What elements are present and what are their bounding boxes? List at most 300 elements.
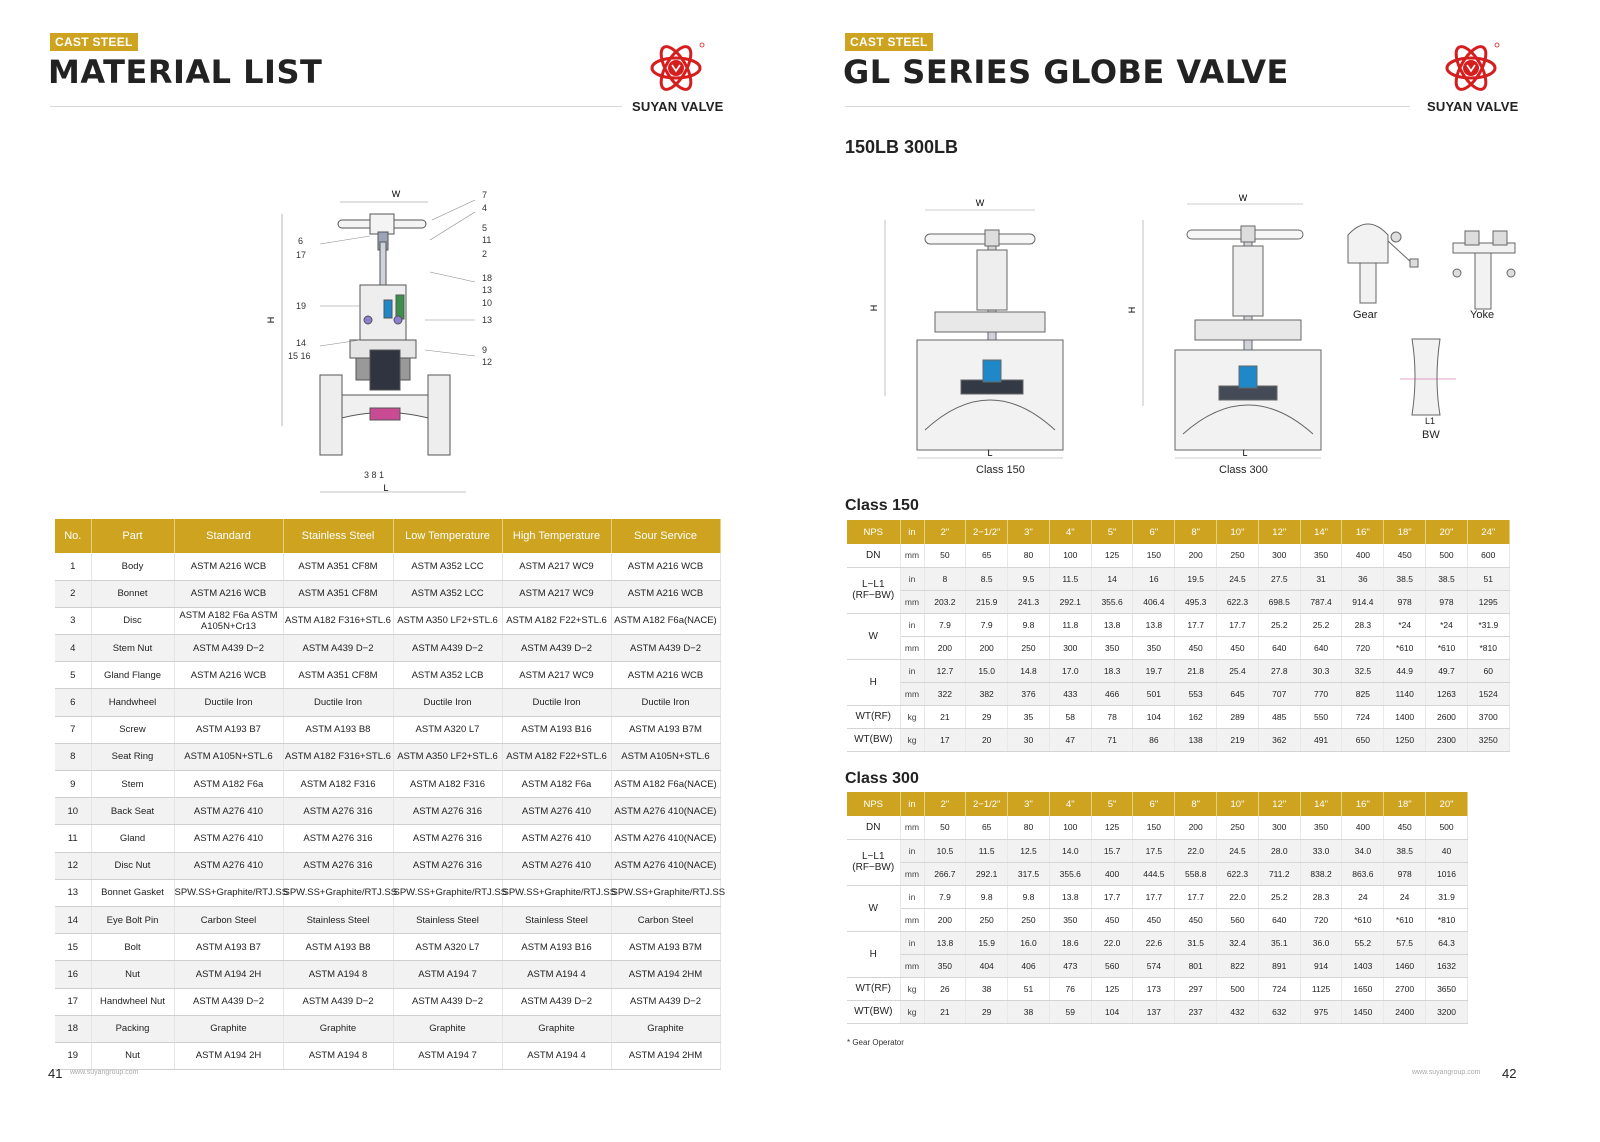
column-header: 4"	[1049, 792, 1091, 816]
column-header: 18"	[1384, 792, 1426, 816]
unit-cell: kg	[900, 728, 924, 751]
unit-cell: mm	[900, 862, 924, 885]
column-header: 6"	[1133, 520, 1175, 544]
table-cell: 78	[1091, 705, 1133, 728]
table-cell: 698.5	[1258, 590, 1300, 613]
table-cell: Ductile Iron	[611, 689, 720, 716]
table-cell: 17	[55, 988, 91, 1015]
table-cell: 8	[55, 743, 91, 770]
table-cell: 7.9	[966, 613, 1008, 636]
table-cell: 36.0	[1300, 931, 1342, 954]
table-cell: 622.3	[1217, 590, 1259, 613]
table-cell: Bonnet Gasket	[91, 879, 174, 906]
table-row	[55, 607, 720, 634]
butt-weld-end-detail	[1400, 335, 1460, 425]
table-cell: 600	[1467, 544, 1509, 567]
table-cell: 1263	[1426, 682, 1468, 705]
callout: 13	[482, 285, 493, 295]
table-cell: 137	[1133, 1000, 1175, 1023]
table-cell: 19	[55, 1042, 91, 1069]
table-row	[847, 977, 1468, 1000]
table-cell: 80	[1008, 544, 1050, 567]
table-cell: Carbon Steel	[174, 906, 283, 933]
table-cell: Ductile Iron	[393, 689, 502, 716]
column-header: in	[900, 792, 924, 816]
table-cell: 450	[1175, 636, 1217, 659]
table-cell: 24	[1384, 885, 1426, 908]
table-cell: 400	[1342, 816, 1384, 839]
table-cell: 19.5	[1175, 567, 1217, 590]
handwheel-shape	[925, 234, 1035, 244]
table-cell: ASTM A216 WCB	[611, 662, 720, 689]
table-cell: ASTM A351 CF8M	[283, 553, 393, 580]
table-cell: 17.5	[1133, 839, 1175, 862]
material-table-header	[55, 519, 720, 553]
table-cell: 15.9	[966, 931, 1008, 954]
table-cell: 125	[1091, 977, 1133, 1000]
unit-cell: in	[900, 839, 924, 862]
table-cell: 11.5	[1049, 567, 1091, 590]
table-cell: 24	[1342, 885, 1384, 908]
table-row	[847, 636, 1509, 659]
table-cell: 60	[1467, 659, 1509, 682]
table-cell: 707	[1258, 682, 1300, 705]
table-cell: ASTM A194 7	[393, 961, 502, 988]
table-cell: SPW.SS+Graphite/RTJ.SS	[611, 879, 720, 906]
table-cell: 27.8	[1258, 659, 1300, 682]
table-cell: 640	[1300, 636, 1342, 659]
table-cell: Disc	[91, 607, 174, 634]
table-cell: 3	[55, 607, 91, 634]
table-cell: 24.5	[1217, 839, 1259, 862]
table-cell: ASTM A320 L7	[393, 934, 502, 961]
table-cell: ASTM A105N+STL.6	[611, 743, 720, 770]
table-cell: 500	[1426, 544, 1468, 567]
table-row	[847, 816, 1468, 839]
table-cell: 38	[966, 977, 1008, 1000]
table-cell: Handwheel	[91, 689, 174, 716]
table-cell: ASTM A352 LCC	[393, 580, 502, 607]
table-cell: ASTM A193 B7	[174, 716, 283, 743]
table-row	[55, 743, 720, 770]
table-cell: 49.7	[1426, 659, 1468, 682]
table-cell: ASTM A182 F316+STL.6	[283, 607, 393, 634]
table-cell: 138	[1175, 728, 1217, 751]
table-cell: ASTM A217 WC9	[502, 553, 611, 580]
table-cell: 10.5	[924, 839, 966, 862]
table-cell: 978	[1426, 590, 1468, 613]
table-cell: ASTM A350 LF2+STL.6	[393, 607, 502, 634]
table-cell: 31.5	[1175, 931, 1217, 954]
table-cell: ASTM A182 F316	[283, 771, 393, 798]
callout: 9	[482, 345, 488, 355]
table-cell: 25.2	[1258, 613, 1300, 636]
table-cell: 200	[924, 636, 966, 659]
table-cell: 432	[1217, 1000, 1259, 1023]
table-cell: 485	[1258, 705, 1300, 728]
table-cell: *24	[1384, 613, 1426, 636]
table-cell: 6	[55, 689, 91, 716]
table-cell: 32.5	[1342, 659, 1384, 682]
column-header: 8"	[1175, 792, 1217, 816]
table-cell: 241.3	[1008, 590, 1050, 613]
table-cell: 86	[1133, 728, 1175, 751]
callout: 14	[296, 338, 307, 348]
table-cell: Packing	[91, 1015, 174, 1042]
table-row	[55, 1015, 720, 1042]
table-cell: ASTM A439 D−2	[502, 635, 611, 662]
table-cell: ASTM A182 F6a(NACE)	[611, 771, 720, 798]
l-dimension-label: L	[383, 483, 389, 493]
table-cell: 350	[1300, 816, 1342, 839]
unit-cell: mm	[900, 544, 924, 567]
table-cell: 978	[1384, 590, 1426, 613]
class150-header-row	[847, 520, 1509, 544]
table-cell: 50	[924, 544, 966, 567]
column-header: 3"	[1008, 520, 1050, 544]
table-cell: 36	[1342, 567, 1384, 590]
table-cell: 382	[966, 682, 1008, 705]
table-cell: 17.7	[1091, 885, 1133, 908]
callout: 4	[482, 203, 488, 213]
table-row	[55, 934, 720, 961]
table-cell: 33.0	[1300, 839, 1342, 862]
table-cell: 400	[1342, 544, 1384, 567]
table-cell: 250	[1008, 636, 1050, 659]
table-cell: 32.4	[1217, 931, 1259, 954]
table-cell: Back Seat	[91, 798, 174, 825]
h-dimension-label: H	[869, 304, 879, 312]
table-cell: 4	[55, 635, 91, 662]
table-cell: ASTM A194 7	[393, 1042, 502, 1069]
table-row	[847, 885, 1468, 908]
table-cell: ASTM A352 LCC	[393, 553, 502, 580]
table-cell: 14	[1091, 567, 1133, 590]
unit-cell: kg	[900, 977, 924, 1000]
table-cell: 1450	[1342, 1000, 1384, 1023]
callout: 18	[482, 273, 493, 283]
category-badge: CAST STEEL	[845, 33, 933, 51]
page-number: 42	[1502, 1066, 1517, 1081]
class300-valve-drawing	[1125, 190, 1325, 470]
column-header: No.	[55, 519, 91, 553]
table-cell: ASTM A217 WC9	[502, 662, 611, 689]
class300-caption: Class 300	[1219, 464, 1268, 476]
table-cell: 15.0	[966, 659, 1008, 682]
table-row	[847, 613, 1509, 636]
table-cell: 28.3	[1300, 885, 1342, 908]
table-cell: 9.8	[1008, 885, 1050, 908]
table-cell: 1460	[1384, 954, 1426, 977]
table-cell: 21	[924, 705, 966, 728]
table-cell: 100	[1049, 816, 1091, 839]
table-cell: 47	[1049, 728, 1091, 751]
table-cell: ASTM A276 316	[283, 798, 393, 825]
callouts-right	[482, 190, 492, 367]
table-cell: 25.4	[1217, 659, 1259, 682]
class300-header-row	[847, 792, 1468, 816]
table-cell: 2700	[1384, 977, 1426, 1000]
w-dimension-label: W	[975, 198, 985, 208]
table-cell: 289	[1217, 705, 1259, 728]
table-cell: 863.6	[1342, 862, 1384, 885]
table-row	[55, 716, 720, 743]
class150-heading: Class 150	[845, 497, 919, 514]
website-url: www.suyangroup.com	[1412, 1069, 1481, 1076]
logo-text: SUYAN VALVE	[1427, 99, 1519, 114]
table-cell: 825	[1342, 682, 1384, 705]
table-cell: ASTM A216 WCB	[174, 553, 283, 580]
unit-cell: in	[900, 567, 924, 590]
table-row	[847, 931, 1468, 954]
table-cell: ASTM A216 WCB	[611, 553, 720, 580]
table-cell: Graphite	[283, 1015, 393, 1042]
table-row	[55, 689, 720, 716]
table-cell: 27.5	[1258, 567, 1300, 590]
table-cell: 500	[1217, 977, 1259, 1000]
callout: 11	[482, 235, 492, 245]
table-cell: 300	[1258, 544, 1300, 567]
table-cell: 10	[55, 798, 91, 825]
table-row	[55, 1042, 720, 1069]
row-label: WT(RF)	[847, 977, 900, 1000]
table-cell: 491	[1300, 728, 1342, 751]
table-cell: 2400	[1384, 1000, 1426, 1023]
column-header: in	[900, 520, 924, 544]
table-cell: 574	[1133, 954, 1175, 977]
table-cell: ASTM A182 F6a(NACE)	[611, 607, 720, 634]
page-title: MATERIAL LIST	[48, 53, 323, 91]
table-cell: SPW.SS+Graphite/RTJ.SS	[283, 879, 393, 906]
table-cell: 550	[1300, 705, 1342, 728]
column-header: Standard	[174, 519, 283, 553]
table-cell: 38.5	[1384, 839, 1426, 862]
table-cell: Graphite	[611, 1015, 720, 1042]
table-cell: SPW.SS+Graphite/RTJ.SS	[174, 879, 283, 906]
table-cell: Gland	[91, 825, 174, 852]
table-cell: 400	[1091, 862, 1133, 885]
table-cell: ASTM A182 F6a ASTM A105N+Cr13	[174, 607, 283, 634]
table-cell: Ductile Iron	[283, 689, 393, 716]
table-cell: 350	[1091, 636, 1133, 659]
row-label: L−L1 (RF−BW)	[847, 567, 900, 613]
table-cell: 200	[1175, 816, 1217, 839]
table-cell: 632	[1258, 1000, 1300, 1023]
callout: 2	[482, 249, 488, 259]
table-cell: 11.8	[1049, 613, 1091, 636]
class150-valve-drawing	[865, 190, 1085, 470]
table-cell: 3650	[1426, 977, 1468, 1000]
table-cell: ASTM A276 410	[502, 798, 611, 825]
logo-text: SUYAN VALVE	[632, 99, 724, 114]
table-cell: *810	[1426, 908, 1468, 931]
table-cell: 64.3	[1426, 931, 1468, 954]
table-cell: 3200	[1426, 1000, 1468, 1023]
table-cell: 11.5	[966, 839, 1008, 862]
table-cell: 317.5	[1008, 862, 1050, 885]
table-cell: 406.4	[1133, 590, 1175, 613]
table-cell: 21.8	[1175, 659, 1217, 682]
table-cell: ASTM A216 WCB	[174, 662, 283, 689]
column-header: 8"	[1175, 520, 1217, 544]
table-cell: 8	[924, 567, 966, 590]
h-dimension-label: H	[1127, 306, 1137, 314]
table-cell: 14	[55, 906, 91, 933]
table-cell: 406	[1008, 954, 1050, 977]
table-cell: ASTM A276 410	[174, 798, 283, 825]
table-cell: 376	[1008, 682, 1050, 705]
table-cell: 891	[1258, 954, 1300, 977]
table-cell: 14.8	[1008, 659, 1050, 682]
table-cell: 17.7	[1175, 613, 1217, 636]
table-cell: 362	[1258, 728, 1300, 751]
column-header: 20"	[1426, 520, 1468, 544]
table-cell: 450	[1175, 908, 1217, 931]
row-label: DN	[847, 816, 900, 839]
table-cell: Screw	[91, 716, 174, 743]
column-header: Part	[91, 519, 174, 553]
table-cell: SPW.SS+Graphite/RTJ.SS	[502, 879, 611, 906]
table-cell: ASTM A276 410(NACE)	[611, 852, 720, 879]
page-number: 41	[48, 1066, 63, 1081]
table-cell: 404	[966, 954, 1008, 977]
table-cell: 200	[924, 908, 966, 931]
table-row	[55, 852, 720, 879]
yoke-detail	[1445, 225, 1525, 315]
table-cell: 8.5	[966, 567, 1008, 590]
table-row	[55, 798, 720, 825]
table-cell: ASTM A194 2HM	[611, 1042, 720, 1069]
table-cell: Ductile Iron	[174, 689, 283, 716]
table-cell: 300	[1258, 816, 1300, 839]
table-cell: 450	[1217, 636, 1259, 659]
table-cell: 22.0	[1091, 931, 1133, 954]
column-header: 4"	[1049, 520, 1091, 544]
table-row	[55, 662, 720, 689]
table-cell: 1125	[1300, 977, 1342, 1000]
table-cell: ASTM A276 410	[502, 852, 611, 879]
table-cell: ASTM A439 D−2	[283, 988, 393, 1015]
table-cell: ASTM A351 CF8M	[283, 580, 393, 607]
w-dimension-label: W	[1238, 193, 1248, 203]
table-cell: 17.7	[1133, 885, 1175, 908]
table-cell: *610	[1384, 636, 1426, 659]
table-cell: 650	[1342, 728, 1384, 751]
table-cell: 51	[1467, 567, 1509, 590]
table-cell: 100	[1049, 544, 1091, 567]
table-cell: 30.3	[1300, 659, 1342, 682]
table-cell: 9.8	[966, 885, 1008, 908]
unit-cell: in	[900, 885, 924, 908]
table-cell: 801	[1175, 954, 1217, 977]
column-header: 12"	[1258, 792, 1300, 816]
table-cell: 80	[1008, 816, 1050, 839]
table-cell: ASTM A276 410	[174, 852, 283, 879]
table-cell: 250	[1008, 908, 1050, 931]
table-cell: *610	[1426, 636, 1468, 659]
table-cell: 7.9	[924, 885, 966, 908]
table-cell: 914	[1300, 954, 1342, 977]
table-cell: ASTM A182 F6a	[174, 771, 283, 798]
table-cell: 22.0	[1217, 885, 1259, 908]
table-cell: 250	[966, 908, 1008, 931]
table-row	[847, 954, 1468, 977]
table-cell: 450	[1384, 816, 1426, 839]
callouts-bottom: 3 8 1	[364, 470, 385, 480]
table-cell: 250	[1217, 544, 1259, 567]
table-cell: 22.0	[1175, 839, 1217, 862]
class300-heading: Class 300	[845, 770, 919, 787]
table-cell: 150	[1133, 544, 1175, 567]
table-cell: ASTM A276 410	[174, 825, 283, 852]
table-cell: 21	[924, 1000, 966, 1023]
table-cell: ASTM A216 WCB	[611, 580, 720, 607]
table-row	[55, 961, 720, 988]
table-cell: 31	[1300, 567, 1342, 590]
table-cell: *610	[1342, 908, 1384, 931]
unit-cell: kg	[900, 705, 924, 728]
table-cell: ASTM A352 LCB	[393, 662, 502, 689]
table-cell: Seat Ring	[91, 743, 174, 770]
table-cell: *810	[1467, 636, 1509, 659]
yoke-caption: Yoke	[1470, 309, 1495, 321]
table-cell: ASTM A439 D−2	[174, 635, 283, 662]
table-cell: 28.0	[1258, 839, 1300, 862]
table-row	[55, 553, 720, 580]
table-cell: 9	[55, 771, 91, 798]
row-label: DN	[847, 544, 900, 567]
row-label: H	[847, 931, 900, 977]
table-cell: 350	[924, 954, 966, 977]
table-cell: 560	[1091, 954, 1133, 977]
table-cell: Stainless Steel	[283, 906, 393, 933]
table-row	[847, 659, 1509, 682]
table-cell: 350	[1049, 908, 1091, 931]
column-header: High Temperature	[502, 519, 611, 553]
table-cell: ASTM A351 CF8M	[283, 662, 393, 689]
column-header: 14"	[1300, 792, 1342, 816]
table-cell: 1403	[1342, 954, 1384, 977]
table-cell: ASTM A276 410	[502, 825, 611, 852]
table-row	[847, 839, 1468, 862]
table-row	[847, 705, 1509, 728]
table-row	[847, 862, 1468, 885]
table-cell: 300	[1049, 636, 1091, 659]
table-cell: 292.1	[966, 862, 1008, 885]
table-cell: ASTM A193 B16	[502, 716, 611, 743]
table-row	[55, 635, 720, 662]
column-header: 18"	[1384, 520, 1426, 544]
table-cell: 640	[1258, 908, 1300, 931]
table-cell: ASTM A182 F22+STL.6	[502, 743, 611, 770]
table-cell: 2600	[1426, 705, 1468, 728]
table-cell: 1140	[1384, 682, 1426, 705]
table-cell: Carbon Steel	[611, 906, 720, 933]
table-cell: 35	[1008, 705, 1050, 728]
table-cell: 22.6	[1133, 931, 1175, 954]
unit-cell: mm	[900, 816, 924, 839]
column-header: 3"	[1008, 792, 1050, 816]
table-cell: ASTM A193 B8	[283, 934, 393, 961]
table-cell: 18.6	[1049, 931, 1091, 954]
table-cell: ASTM A276 316	[393, 852, 502, 879]
table-cell: Graphite	[502, 1015, 611, 1042]
table-cell: ASTM A276 410(NACE)	[611, 798, 720, 825]
table-cell: 237	[1175, 1000, 1217, 1023]
table-cell: 3700	[1467, 705, 1509, 728]
table-cell: ASTM A105N+STL.6	[174, 743, 283, 770]
table-cell: ASTM A276 316	[393, 798, 502, 825]
